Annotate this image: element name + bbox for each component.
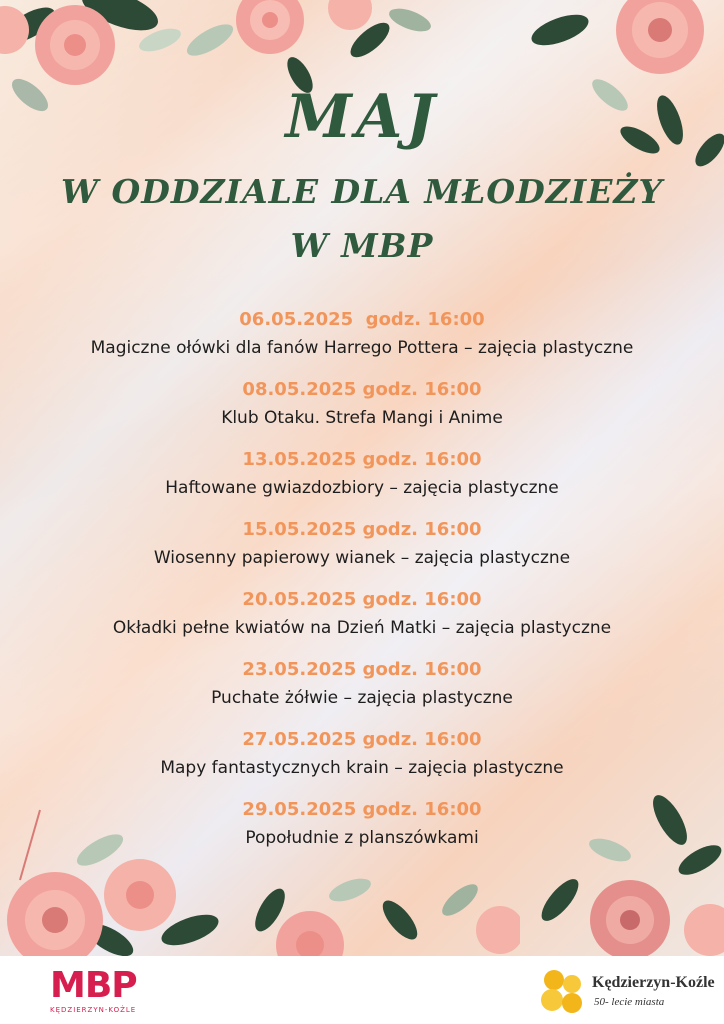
event-item xyxy=(0,516,724,586)
event-date: 06.05.2025 godz. 16:00 xyxy=(239,309,485,330)
event-item xyxy=(0,306,724,376)
event-date: 08.05.2025 godz. 16:00 xyxy=(242,379,482,400)
event-name: Wiosenny papierowy wianek – zajęcia plastyczne xyxy=(153,548,571,568)
event-name: Mapy fantastycznych krain – zajęcia plastyczne xyxy=(160,758,564,778)
event-name: Puchate żółwie – zajęcia plastyczne xyxy=(211,688,513,708)
event-name: Haftowane gwiazdozbiory – zajęcia plastyczne xyxy=(165,478,559,498)
event-item xyxy=(0,446,724,516)
event-name: Okładki pełne kwiatów na Dzień Matki – zajęcia plastyczne xyxy=(112,618,612,638)
event-date: 29.05.2025 godz. 16:00 xyxy=(242,799,482,820)
city-anniversary: 50- lecie miasta xyxy=(594,996,665,1008)
event-date: 13.05.2025 godz. 16:00 xyxy=(242,449,482,470)
event-name: Popołudnie z planszówkami xyxy=(245,828,479,848)
event-date: 23.05.2025 godz. 16:00 xyxy=(242,659,482,680)
mbp-logo xyxy=(50,965,137,1014)
title-library: W MBP xyxy=(290,226,434,265)
event-item xyxy=(0,726,724,796)
event-item xyxy=(0,586,724,656)
event-date: 27.05.2025 godz. 16:00 xyxy=(242,729,482,750)
event-name: Magiczne ołówki dla fanów Harrego Pottera – zajęcia plastyczne xyxy=(90,338,634,358)
event-name: Klub Otaku. Strefa Mangi i Anime xyxy=(221,408,503,428)
events-list xyxy=(0,306,724,866)
title-department: W ODDZIALE DLA MŁODZIEŻY xyxy=(60,172,664,211)
title-month: MAJ xyxy=(285,82,439,152)
city-logo xyxy=(538,966,718,1016)
event-item xyxy=(0,656,724,726)
mbp-logo-text: MBP xyxy=(50,965,137,1006)
event-item xyxy=(0,796,724,866)
city-logo-icon xyxy=(538,966,588,1016)
mbp-logo-subtitle: KĘDZIERZYN-KOŹLE xyxy=(50,1006,137,1014)
event-item xyxy=(0,376,724,446)
event-date: 20.05.2025 godz. 16:00 xyxy=(242,589,482,610)
event-date: 15.05.2025 godz. 16:00 xyxy=(242,519,482,540)
city-name: Kędzierzyn-Koźle xyxy=(592,974,715,991)
footer xyxy=(0,956,724,1024)
